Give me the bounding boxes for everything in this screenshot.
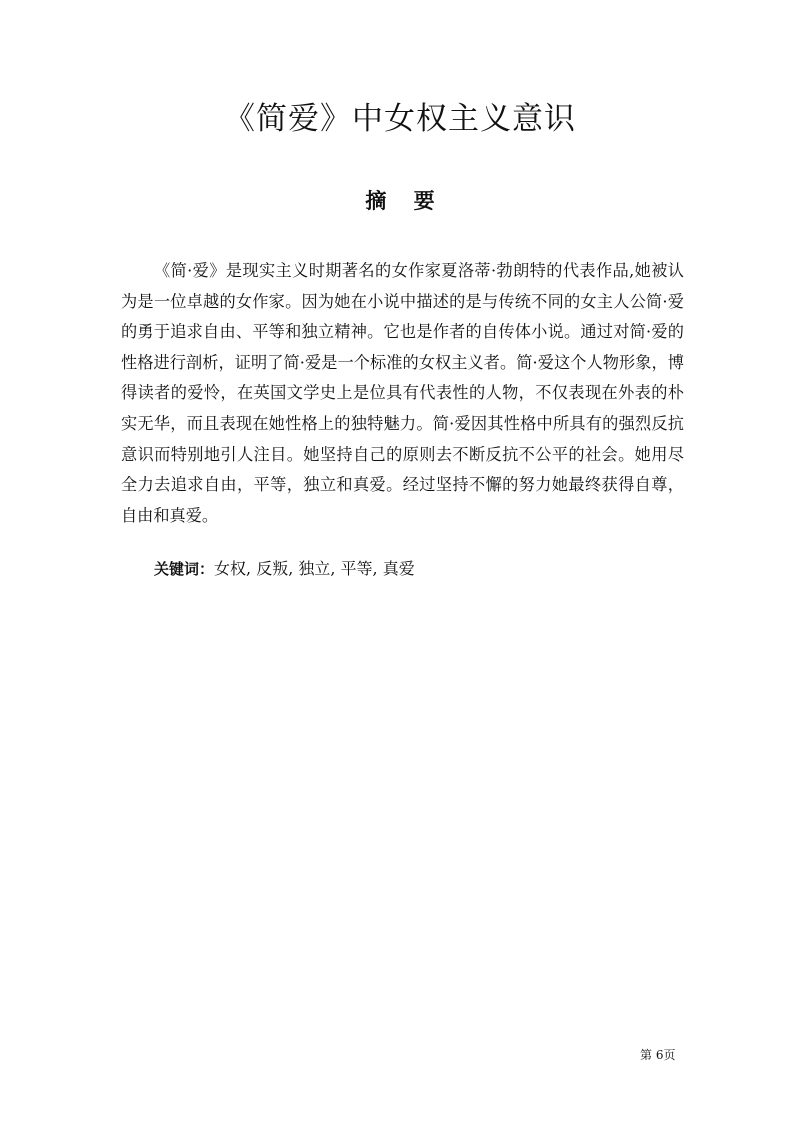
abstract-body: 《简·爱》是现实主义时期著名的女作家夏洛蒂·勃朗特的代表作品,她被认为是一位卓越的女作家。因为她在小说中描述的是与传统不同的女主人公简·爱的勇于追求自由、平等和独立精神。它也是作者的自传体小说。通过对简·爱的性格进行剖析，证明了简·爱是一个标准的女权主义者。简·爱这个人物形象，博得读者的爱怜，在英国文学史上是位具有代表性的人物，不仅表现在外表的朴实无华，而且表现在她性格上的独特魅力。简·爱因其性格中所具有的强烈反抗意识而特别地引人注目。她坚持自己的原则去不断反抗不公平的社会。她用尽全力去追求自由，平等，独立和真爱。经过坚持不懈的努力她最终获得自尊，自由和真爱。 [121, 261, 684, 525]
page-number: 第 6页 [640, 1048, 676, 1062]
document-title: 《简爱》中女权主义意识 [224, 101, 576, 137]
keywords-list: 女权, 反叛, 独立, 平等, 真爱 [214, 559, 415, 578]
keywords-line [154, 554, 415, 584]
abstract-heading: 摘 要 [365, 189, 445, 213]
keywords-label: 关键词： [154, 560, 215, 578]
